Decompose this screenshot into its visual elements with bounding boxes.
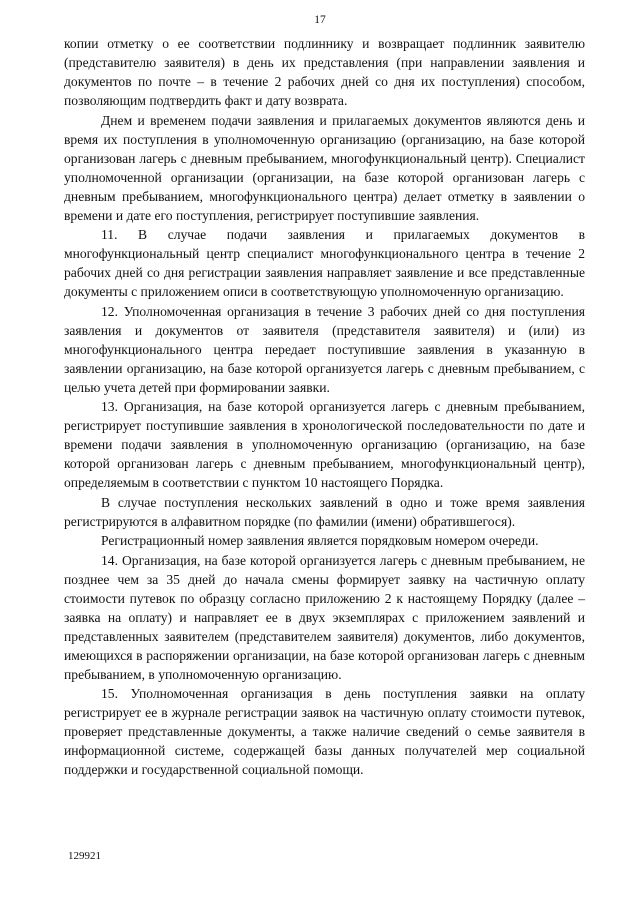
document-code: 129921 bbox=[68, 850, 101, 862]
paragraph-item-11: 11. В случае подачи заявления и прилагаемых документов в многофункциональный центр специалист многофункционального центра в течение 2 рабочих дней со дня регистрации заявления направляет заявление и все представленные документы с приложением описи в соответствующую уполномоченную организацию. bbox=[64, 227, 585, 299]
paragraph-item-12: 12. Уполномоченная организация в течение 3 рабочих дней со дня поступления заявления и документов от заявителя (представителя заявителя) и (или) из многофункционального центра передает поступившие заявления в указанную в заявлении организацию, на базе которой организуется лагерь с дневным пребыванием, с целью учета детей при формировании заявки. bbox=[64, 303, 585, 395]
paragraph-item-13: 13. Организация, на базе которой организуется лагерь с дневным пребыванием, регистрирует поступившие заявления в хронологической последовательности по дате и времени подачи заявления в уполномоченную организацию (организацию, на базе которой организован лагерь с дневным пребыванием, многофункциональный центр), определяемым в соответствии с пунктом 10 настоящего Порядка. bbox=[64, 399, 585, 490]
paragraph-continuation: копии отметку о ее соответствии подлиннику и возвращает подлинник заявителю (представителю заявителя) в день их представления (при направлении заявления и документов по почте – в течение 2 рабочих дней со дня их поступления) способом, позволяющим подтвердить факт и дату возврата. bbox=[64, 36, 585, 108]
paragraph-registration-number: Регистрационный номер заявления является порядковым номером очереди. bbox=[101, 533, 539, 548]
body-text bbox=[64, 34, 585, 779]
paragraph-submission-time: Днем и временем подачи заявления и прилагаемых документов являются день и время их поступления в уполномоченную организацию (организацию, на базе которой организован лагерь с дневным пребыванием, многофункциональный центр). Специалист уполномоченной организации (организации, на базе которой организован лагерь с дневным пребыванием, многофункционального центра) делает отметку в заявлении о времени и дате его поступления, регистрирует поступившие заявления. bbox=[64, 112, 585, 223]
paragraph-simultaneous-applications: В случае поступления нескольких заявлений в одно и тоже время заявления регистрируются в алфавитном порядке (по фамилии (имени) обратившегося). bbox=[64, 494, 585, 529]
paragraph-item-14: 14. Организация, на базе которой организуется лагерь с дневным пребыванием, не позднее чем за 35 дней до начала смены формирует заявку на частичную оплату стоимости путевок по образцу согласно приложению 2 к настоящему Порядку (далее – заявка на оплату) и направляет ее в двух экземплярах с приложением заявлений и представленных заявителем (представителем заявителя) документов, либо документов, имеющихся в распоряжении организации, на базе которой организован лагерь с дневным пребыванием, в уполномоченную организацию. bbox=[64, 552, 585, 682]
paragraph-item-15: 15. Уполномоченная организация в день поступления заявки на оплату регистрирует ее в журнале регистрации заявок на частичную оплату стоимости путевок, проверяет представленные документы, а также наличие сведений о семье заявителя в информационной системе, содержащей базы данных получателей мер социальной поддержки и государственной социальной помощи. bbox=[64, 686, 585, 777]
page-number: 17 bbox=[314, 14, 326, 26]
